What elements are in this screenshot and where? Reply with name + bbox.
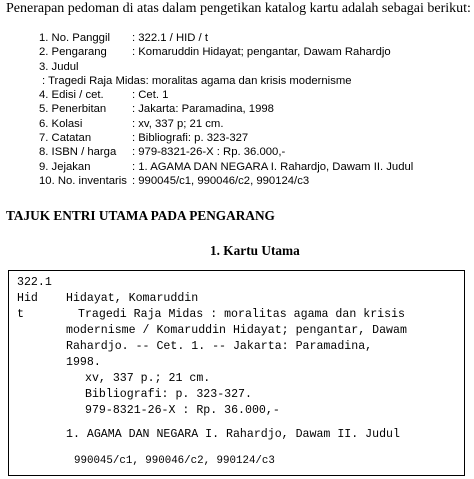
catalog-card (8, 270, 465, 476)
metadata-value: : xv, 337 p; 21 cm. (132, 117, 224, 130)
metadata-label: 10. No. inventaris (39, 174, 127, 187)
call-number-author: Hid (17, 292, 38, 305)
metadata-row (39, 174, 469, 188)
metadata-row (39, 102, 469, 116)
metadata-row (39, 74, 469, 88)
call-number-title: t (17, 308, 24, 321)
card-isbn: 979-8321-26-X : Rp. 36.000,- (85, 404, 280, 417)
metadata-row (39, 31, 469, 45)
metadata-label: 1. No. Panggil (39, 32, 110, 44)
card-author: Hidayat, Komaruddin (66, 292, 199, 305)
metadata-value: : Tragedi Raja Midas: moralitas agama dan krisis modernisme (42, 74, 352, 87)
metadata-row (39, 88, 469, 102)
metadata-label: 3. Judul (39, 60, 79, 73)
metadata-label: 9. Jejakan (39, 160, 91, 173)
metadata-value: : Cet. 1 (132, 89, 169, 102)
metadata-row (39, 131, 469, 145)
card-title-line: 1998. (66, 356, 101, 369)
metadata-label: 2. Pengarang (39, 46, 107, 59)
section-heading: TAJUK ENTRI UTAMA PADA PENGARANG (6, 208, 275, 223)
card-title-line: modernisme / Komaruddin Hidayat; pengantar, Dawam (66, 324, 407, 337)
metadata-value: : Bibliografi: p. 323-327 (132, 132, 249, 145)
metadata-label: 4. Edisi / cet. (39, 89, 104, 102)
catalog-metadata-list (39, 31, 469, 188)
metadata-row (39, 60, 469, 74)
call-number-class: 322.1 (17, 276, 52, 289)
metadata-row (39, 117, 469, 131)
intro-text: Penerapan pedoman di atas dalam pengetikan katalog kartu adalah sebagai berikut: (6, 1, 471, 16)
metadata-label: 5. Penerbitan (39, 103, 107, 116)
metadata-value: : Jakarta: Paramadina, 1998 (132, 103, 274, 116)
metadata-value: : 979-8321-26-X : Rp. 36.000,- (132, 146, 286, 159)
metadata-value: : 322.1 / HID / t (132, 32, 208, 44)
card-tracing: 1. AGAMA DAN NEGARA I. Rahardjo, Dawam II. Judul (66, 428, 400, 441)
card-title-line: Tragedi Raja Midas : moralitas agama dan krisis (78, 308, 405, 321)
metadata-label: 8. ISBN / harga (39, 146, 117, 159)
metadata-label: 7. Catatan (39, 132, 92, 145)
metadata-label: 6. Kolasi (39, 117, 83, 130)
card-collation: xv, 337 p.; 21 cm. (85, 372, 211, 385)
card-title-line: Rahardjo. -- Cet. 1. -- Jakarta: Paramadina, (66, 340, 373, 353)
metadata-row (39, 145, 469, 159)
metadata-value: : Komaruddin Hidayat; pengantar, Dawam Rahardjo (132, 46, 391, 59)
metadata-value: : 1. AGAMA DAN NEGARA I. Rahardjo, Dawam II. Judul (132, 160, 414, 173)
card-notes: Bibliografi: p. 323-327. (85, 388, 252, 401)
metadata-row (39, 160, 469, 174)
metadata-row (39, 45, 469, 59)
card-title: 1. Kartu Utama (210, 243, 300, 258)
card-inventory: 990045/c1, 990046/c2, 990124/c3 (74, 455, 275, 467)
metadata-value: : 990045/c1, 990046/c2, 990124/c3 (132, 174, 310, 187)
